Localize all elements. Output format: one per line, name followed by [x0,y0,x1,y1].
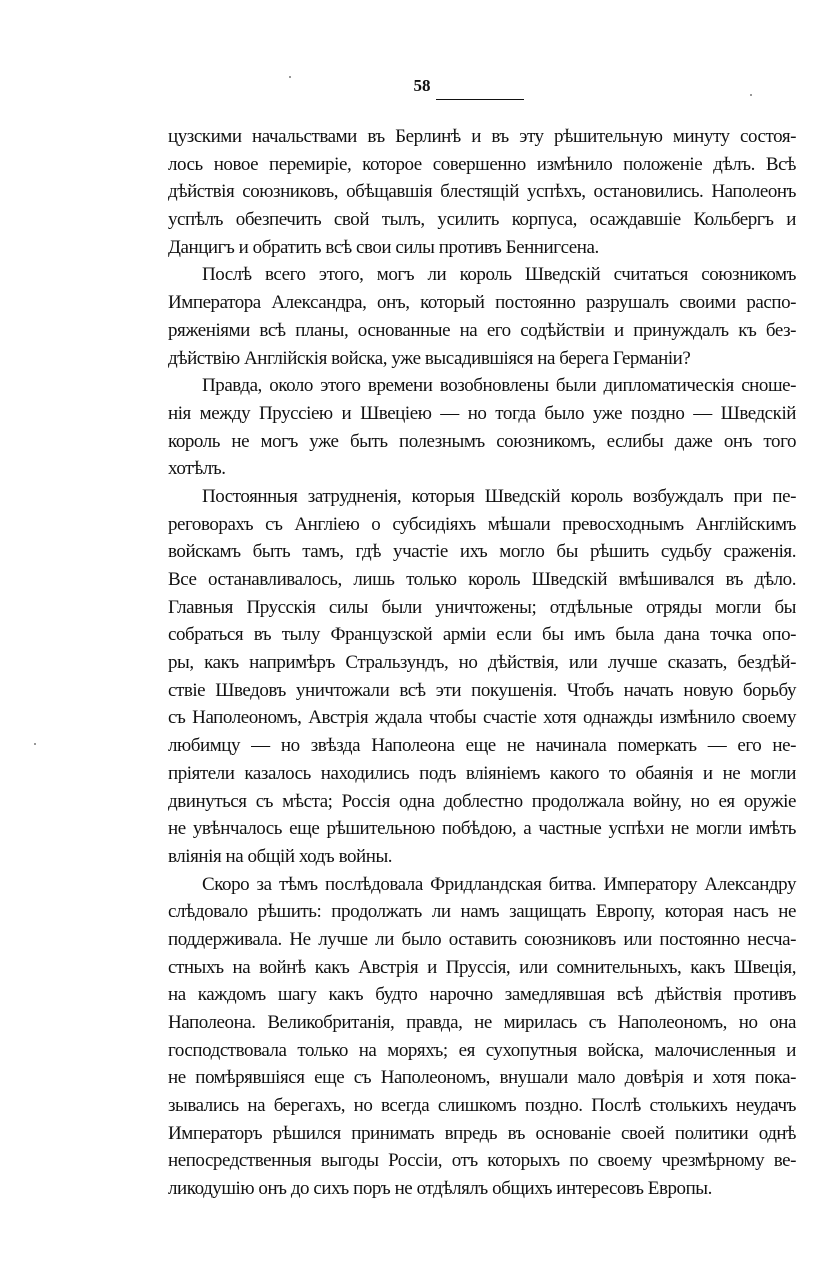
text-line: вліянія на общій ходъ войны. [168,845,393,867]
text-line: зывались на берегахъ, но всегда слишкомъ поздно. Послѣ столькихъ неудачъ [168,1095,796,1117]
paragraph-first-line: Правда, около этого времени возобновлены были дипломатическія сноше- [202,375,796,397]
text-line: нія между Пруссіею и Швеціею — но тогда было уже поздно — Шведскій [168,402,796,424]
text-line: Императоръ рѣшился принимать впредь въ основаніе своей политики однѣ [168,1122,796,1144]
page-number-rule [436,99,524,100]
body-text [168,123,796,1203]
text-line: Все останавливалось, лишь только король Шведскій вмѣшивался въ дѣло. [168,569,796,590]
text-line: хотѣлъ. [168,458,226,480]
page-number: 58 [413,76,431,95]
text-line: стныхъ на войнѣ какъ Австрія и Пруссія, или сомнительныхъ, какъ Швеція, [168,956,796,978]
text-line: успѣлъ обезпечить свой тылъ, усилить корпуса, осаждавшіе Кольбергъ и [168,209,796,231]
text-line: Императора Александра, онъ, который постоянно разрушалъ своими распо- [168,292,796,314]
text-line: двинуться съ мѣста; Россія одна доблестно продолжала войну, но ея оружіе [168,790,796,812]
text-line: ры, какъ напримѣръ Стральзундъ, но дѣйствія, или лучше сказать, бездѣй- [168,652,796,674]
text-line: собраться въ тылу Французской арміи если бы имъ была дана точка опо- [168,624,796,646]
text-line: поддерживала. Не лучше ли было оставить союзниковъ или постоянно несча- [168,928,796,950]
paragraph-first-line: Скоро за тѣмъ послѣдовала Фридландская битва. Императору Александру [202,873,796,895]
text-line: ряженіями всѣ планы, основанные на его содѣйствіи и принуждалъ къ без- [168,319,796,341]
text-line: ликодушію онъ до сихъ поръ не отдѣлялъ общихъ интересовъ Европы. [168,1178,712,1200]
text-line: лось новое перемиріе, которое совершенно измѣнило положеніе дѣлъ. Всѣ [168,153,796,175]
text-line: Главныя Прусскія силы были уничтожены; отдѣльные отряды могли бы [168,596,796,618]
paragraph-first-line: Постоянныя затрудненія, которыя Шведскій король возбуждалъ при пе- [202,485,796,507]
text-line: ствіе Шведовъ уничтожали всѣ эти покушенія. Чтобъ начать новую борьбу [168,679,796,701]
paper-speck [34,743,36,745]
text-line: не помѣрявшіяся еще съ Наполеономъ, внушали мало довѣрія и хотя пока- [168,1067,796,1089]
text-line: реговорахъ съ Англіею о субсидіяхъ мѣшали превосходнымъ Англійскимъ [168,513,796,535]
text-line: дѣйствія союзниковъ, обѣщавшія блестящій успѣхъ, остановились. Наполеонъ [168,181,796,203]
text-line: пріятели казалось находились подъ вліяніемъ какого то обаянія и не могли [168,762,796,784]
text-line: король не могъ уже быть полезнымъ союзникомъ, еслибы даже онъ того [168,430,796,452]
text-line: съ Наполеономъ, Австрія ждала чтобы счастіе хотя однажды измѣнило своему [168,707,796,729]
paragraph-first-line: Послѣ всего этого, могъ ли король Шведскій считаться союзникомъ [202,264,796,286]
text-line: дѣйствію Англійскія войска, уже высадившіяся на берега Германіи? [168,347,691,369]
text-line: не увѣнчалось еще рѣшительною побѣдою, а частные успѣхи не могли имѣть [168,818,796,840]
text-line: на каждомъ шагу какъ будто нарочно замедлявшая всѣ дѣйствія противъ [168,984,796,1006]
text-line: господствовала только на моряхъ; ея сухопутныя войска, малочисленныя и [168,1039,796,1061]
text-line: непосредственныя выгоды Россіи, отъ которыхъ по своему чрезмѣрному ве- [168,1150,796,1172]
text-line: любимцу — но звѣзда Наполеона еще не начинала померкать — его не- [168,735,796,757]
text-line: цузскими начальствами въ Берлинѣ и въ эту рѣшительную минуту состоя- [168,126,796,147]
text-line: слѣдовало рѣшить: продолжать ли намъ защищать Европу, которая насъ не [168,901,796,923]
text-line: войскамъ быть тамъ, гдѣ участіе ихъ могло бы рѣшить судьбу сраженія. [168,541,796,563]
text-line: Наполеона. Великобританія, правда, не мирилась съ Наполеономъ, но она [168,1012,796,1033]
text-line: Данцигъ и обратить всѣ свои силы противъ Беннигсена. [168,236,599,258]
